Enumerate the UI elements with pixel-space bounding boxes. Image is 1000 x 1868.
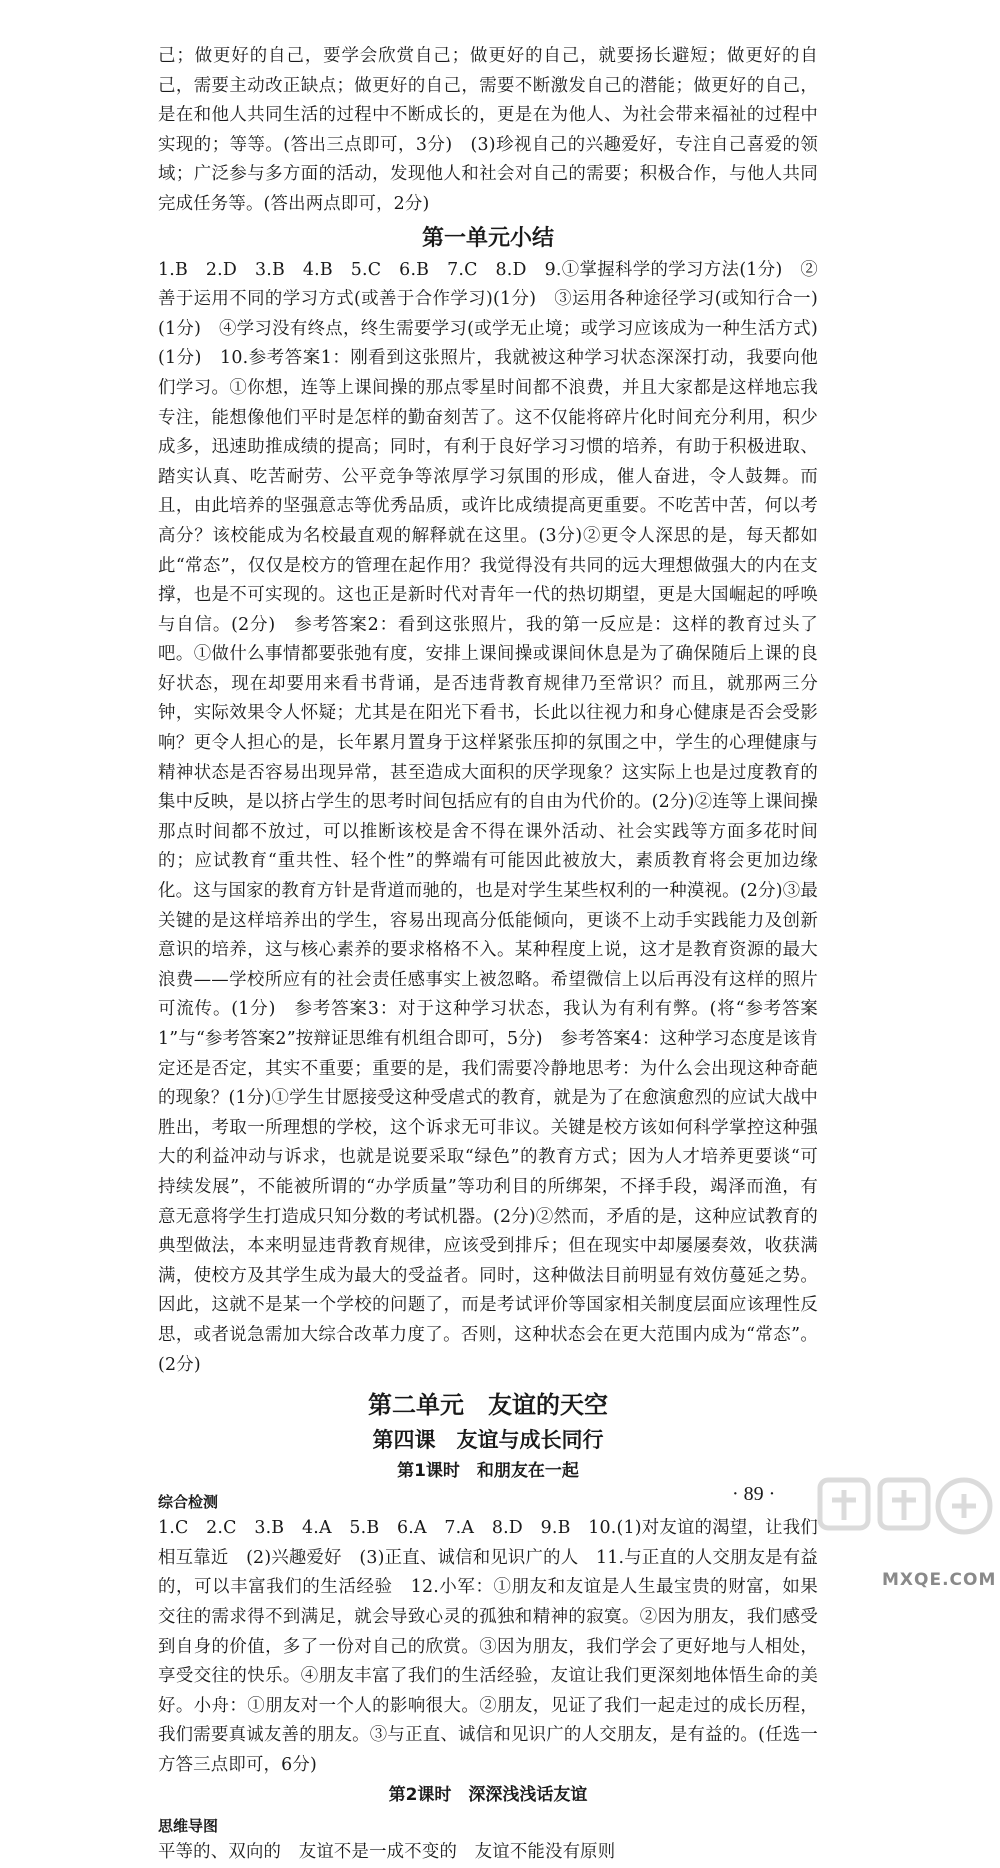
unit2-title: 第二单元 友谊的天空: [368, 1391, 608, 1420]
intro-paragraph: 己；做更好的自己，要学会欣赏自己；做更好的自己，就要扬长避短；做更好的自己，需要主动改正缺点；做更好的自己，需要不断激发自己的潜能；做更好的自己，是在和他人共同生活的过程中不断成长的，更是在为他人、为社会带来福祉的过程中实现的；等等。(答出三点即可，3分) (3)珍视自己的兴趣爱好，专注自己喜爱的领域；广泛参与多方面的活动，发现他人和社会对自己的需要；积极合作，与他人共同完成任务等。(答出两点即可，2分): [158, 46, 818, 214]
period2-title: 第2课时 深深浅浅话友谊: [388, 1785, 588, 1806]
period1-title: 第1课时 和朋友在一起: [397, 1461, 579, 1482]
lesson4-title: 第四课 友谊与成长同行: [372, 1428, 604, 1453]
period1-answers: 1.C 2.C 3.B 4.A 5.B 6.A 7.A 8.D 9.B 10.(1)对友谊的渴望，让我们相互靠近 (2)兴趣爱好 (3)正直、诚信和见识广的人 11.与正直的人交朋友是有益的，可以丰富我们的生活经验 12.小军：①朋友和友谊是人生最宝贵的财富，如果交往的需求得不到满足，就会导致心灵的孤独和精神的寂寞。②因为朋友，我们感受到自身的价值，多了一份对自己的欣赏。③因为朋友，我们学会了更好地与人相处，享受交往的快乐。④朋友丰富了我们的生活经验，友谊让我们更深刻地体悟生命的美好。小舟：①朋友对一个人的影响很大。②朋友，见证了我们一起走过的成长历程，我们需要真诚友善的朋友。③与正直、诚信和见识广的人交朋友，是有益的。(任选一方答三点即可，6分): [158, 1518, 818, 1775]
period2-section-label: 思维导图: [158, 1817, 219, 1836]
page-body: [158, 42, 818, 1868]
period2-answers: 平等的、双向的 友谊不是一成不变的 友谊不能没有原则: [158, 1842, 616, 1863]
page-number: · 89 ·: [732, 1483, 776, 1505]
unit1-summary-answers: 1.B 2.D 3.B 4.B 5.C 6.B 7.C 8.D 9.①掌握科学的学习方法(1分) ②善于运用不同的学习方式(或善于合作学习)(1分) ③运用各种途径学习(或知行合一)(1分) ④学习没有终点，终生需要学习(或学无止境；或学习应该成为一种生活方式)(1分) 10.参考答案1：刚看到这张照片，我就被这种学习状态深深打动，我要向他们学习。①你想，连等上课间操的那点零星时间都不浪费，并且大家都是这样地忘我专注，能想像他们平时是怎样的勤奋刻苦了。这不仅能将碎片化时间充分利用，积少成多，迅速助推成绩的提高；同时，有利于良好学习习惯的培养，有助于积极进取、踏实认真、吃苦耐劳、公平竞争等浓厚学习氛围的形成，催人奋进，令人鼓舞。而且，由此培养的坚强意志等优秀品质，或许比成绩提高更重要。不吃苦中苦，何以考高分？该校能成为名校最直观的解释就在这里。(3分)②更令人深思的是，每天都如此“常态”，仅仅是校方的管理在起作用？我觉得没有共同的远大理想做强大的内在支撑，也是不可实现的。这也正是新时代对青年一代的热切期望，更是大国崛起的呼唤与自信。(2分) 参考答案2：看到这张照片，我的第一反应是：这样的教育过头了吧。①做什么事情都要张弛有度，安排上课间操或课间休息是为了确保随后上课的良好状态，现在却要用来看书背诵，是否违背教育规律乃至常识？而且，就那两三分钟，实际效果令人怀疑；尤其是在阳光下看书，长此以往视力和身心健康是否会受影响？更令人担心的是，长年累月置身于这样紧张压抑的氛围之中，学生的心理健康与精神状态是否容易出现异常，甚至造成大面积的厌学现象？这实际上也是过度教育的集中反映，是以挤占学生的思考时间包括应有的自由为代价的。(2分)②连等上课间操那点时间都不放过，可以推断该校是舍不得在课外活动、社会实践等方面多花时间的；应试教育“重共性、轻个性”的弊端有可能因此被放大，素质教育将会更加边缘化。这与国家的教育方针是背道而驰的，也是对学生某些权利的一种漠视。(2分)③最关键的是这样培养出的学生，容易出现高分低能倾向，更谈不上动手实践能力及创新意识的培养，这与核心素养的要求格格不入。某种程度上说，这才是教育资源的最大浪费——学校所应有的社会责任感事实上被忽略。希望微信上以后再没有这样的照片可流传。(1分) 参考答案3：对于这种学习状态，我认为有利有弊。(将“参考答案1”与“参考答案2”按辩证思维有机组合即可，5分) 参考答案4：这种学习态度是该肯定还是否定，其实不重要；重要的是，我们需要冷静地思考：为什么会出现这种奇葩的现象？(1分)①学生甘愿接受这种受虐式的教育，就是为了在愈演愈烈的应试大战中胜出，考取一所理想的学校，这个诉求无可非议。关键是校方该如何科学掌控这种强大的利益冲动与诉求，也就是说要采取“绿色”的教育方式；因为人才培养更要谈“可持续发展”，不能被所谓的“办学质量”等功利目的所绑架，不择手段，竭泽而渔，有意无意将学生打造成只知分数的考试机器。(2分)②然而，矛盾的是，这种应试教育的典型做法，本来明显违背教育规律，应该受到排斥；但在现实中却屡屡奏效，收获满满，使校方及其学生成为最大的受益者。同时，这种做法目前明显有效仿蔓延之势。因此，这就不是某一个学校的问题了，而是考试评价等国家相关制度层面应该理性反思，或者说急需加大综合改革力度了。否则，这种状态会在更大范围内成为“常态”。(2分): [158, 259, 818, 1375]
period1-section-label: 综合检测: [158, 1493, 219, 1512]
unit1-summary-title: 第一单元小结: [421, 225, 554, 251]
watermark-text: MXQE.COM: [882, 1570, 997, 1590]
